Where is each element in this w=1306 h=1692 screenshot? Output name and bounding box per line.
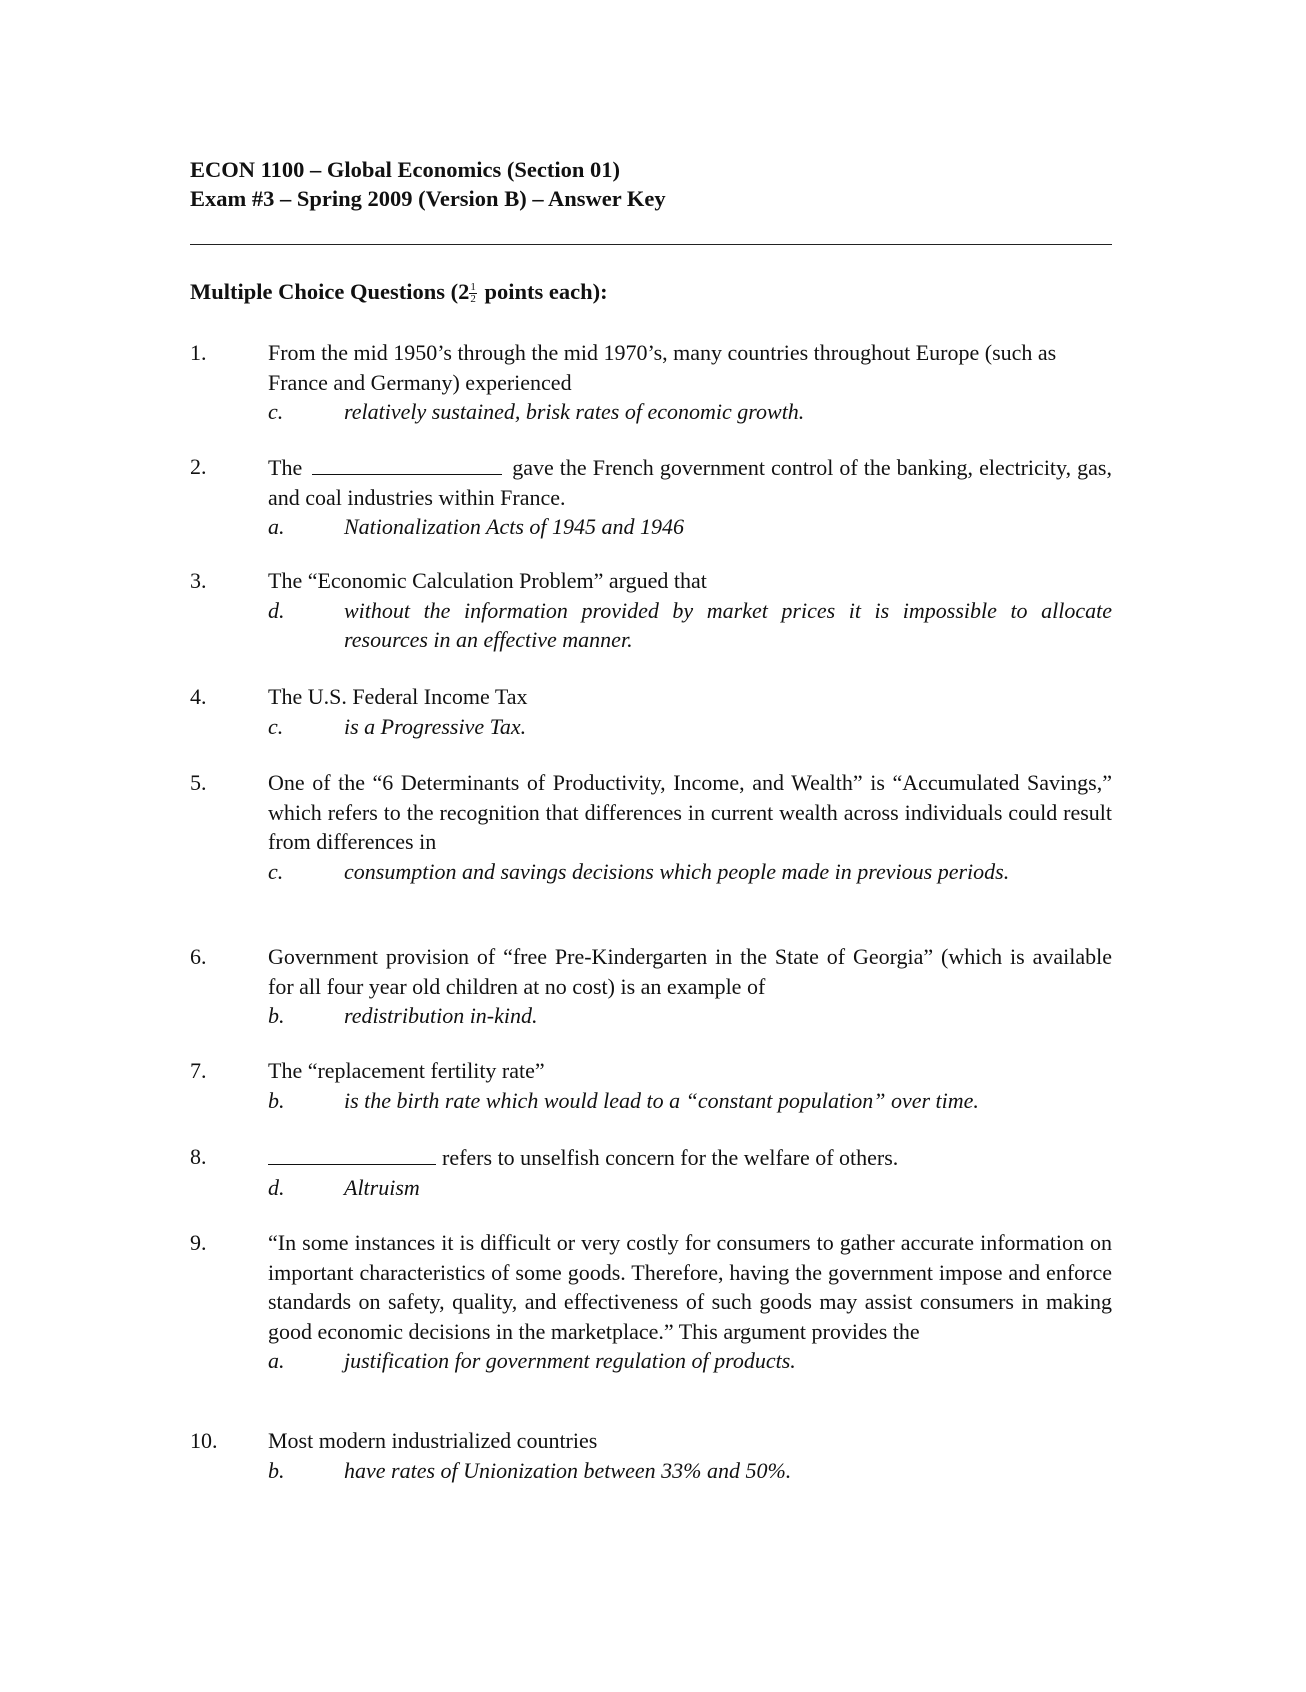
question-10 — [190, 1426, 1112, 1485]
answer — [268, 1346, 1112, 1376]
question-4 — [190, 682, 1112, 741]
answer-text: justification for government regulation of products. — [344, 1348, 796, 1373]
question-text — [268, 1142, 1112, 1173]
exam-header — [190, 155, 1110, 213]
answer-letter: d. — [268, 597, 285, 623]
section-heading-suffix: points each): — [478, 279, 608, 304]
question-text — [268, 452, 1112, 512]
question-9 — [190, 1228, 1112, 1376]
question-number: 3. — [190, 568, 207, 593]
question-8 — [190, 1142, 1112, 1202]
answer-letter: b. — [268, 1003, 285, 1028]
answer-text: redistribution in-kind. — [344, 1003, 538, 1028]
question-number: 8. — [190, 1144, 207, 1169]
question-text: The U.S. Federal Income Tax — [268, 684, 528, 709]
question-number: 6. — [190, 944, 207, 969]
question-text: The “replacement fertility rate” — [268, 1058, 545, 1083]
fill-in-blank — [268, 1142, 436, 1165]
question-5 — [190, 768, 1112, 886]
exam-title: Exam #3 – Spring 2009 (Version B) – Answer Key — [190, 186, 666, 211]
answer — [268, 857, 1112, 887]
answer-letter: c. — [268, 399, 284, 424]
answer-letter: a. — [268, 1348, 285, 1373]
question-text: The “Economic Calculation Problem” argued that — [268, 568, 707, 593]
question-number: 2. — [190, 454, 207, 479]
answer-text: consumption and savings decisions which people made in previous periods. — [344, 858, 1010, 884]
question-number: 1. — [190, 340, 207, 365]
fraction — [469, 282, 477, 305]
header-divider — [190, 244, 1112, 245]
answer-text: Nationalization Acts of 1945 and 1946 — [344, 514, 685, 539]
fill-in-blank — [312, 452, 502, 475]
question-text: “In some instances it is difficult or very costly for consumers to gather accurate information on important characteristics of some goods. Therefore, having the government impose and enforce standards on safety, quality, and effectiveness of such goods may assist consumers in making good economic decisions in the marketplace.” This argument provides the — [268, 1230, 1112, 1344]
course-title: ECON 1100 – Global Economics (Section 01) — [190, 157, 621, 182]
question-7 — [190, 1056, 1112, 1115]
question-number: 7. — [190, 1058, 207, 1083]
question-number: 5. — [190, 770, 207, 795]
answer-letter: b. — [268, 1087, 285, 1113]
question-6 — [190, 942, 1112, 1031]
answer — [268, 712, 1112, 742]
answer-text: relatively sustained, brisk rates of economic growth. — [344, 399, 805, 424]
fraction-numerator: 1 — [470, 281, 476, 294]
question-text: Most modern industrialized countries — [268, 1428, 598, 1453]
fraction-denominator: 2 — [470, 293, 476, 306]
answer-text: is the birth rate which would lead to a “constant population” over time. — [344, 1087, 979, 1113]
answer-text: is a Progressive Tax. — [344, 713, 527, 739]
question-text-before-blank: The — [268, 455, 303, 480]
answer-letter: d. — [268, 1174, 285, 1200]
question-number: 9. — [190, 1230, 207, 1255]
answer — [268, 1456, 1112, 1486]
question-text-after-blank: gave the French government control of the banking, electricity, gas, and coal industries within France. — [268, 455, 1112, 510]
answer — [268, 1086, 1112, 1116]
question-1 — [190, 338, 1112, 427]
question-2 — [190, 452, 1112, 542]
question-text: Government provision of “free Pre-Kindergarten in the State of Georgia” (which is available for all four year old children at no cost) is an example of — [268, 944, 1112, 999]
answer — [268, 397, 1112, 427]
answer — [268, 512, 1112, 542]
answer — [268, 596, 1112, 655]
answer-text: without the information provided by market prices it is impossible to allocate resources in an effective manner. — [344, 597, 1112, 652]
answer-text: have rates of Unionization between 33% and 50%. — [344, 1457, 792, 1483]
section-heading — [190, 277, 608, 306]
answer-text: Altruism — [344, 1174, 420, 1200]
answer — [268, 1173, 1112, 1203]
question-text: One of the “6 Determinants of Productivity, Income, and Wealth” is “Accumulated Savings,” which refers to the recognition that differences in current wealth across individuals could result from differences in — [268, 770, 1112, 854]
question-text-after-blank: refers to unselfish concern for the welfare of others. — [442, 1145, 899, 1170]
answer-letter: a. — [268, 514, 285, 539]
answer-letter: b. — [268, 1457, 285, 1483]
question-text: From the mid 1950’s through the mid 1970’s, many countries throughout Europe (such as France and Germany) experienced — [268, 340, 1057, 395]
section-heading-prefix: Multiple Choice Questions (2 — [190, 279, 470, 304]
answer-letter: c. — [268, 858, 284, 884]
answer — [268, 1001, 1112, 1031]
answer-letter: c. — [268, 713, 284, 739]
question-number: 4. — [190, 684, 207, 709]
question-3 — [190, 566, 1112, 655]
question-number: 10. — [190, 1428, 218, 1453]
